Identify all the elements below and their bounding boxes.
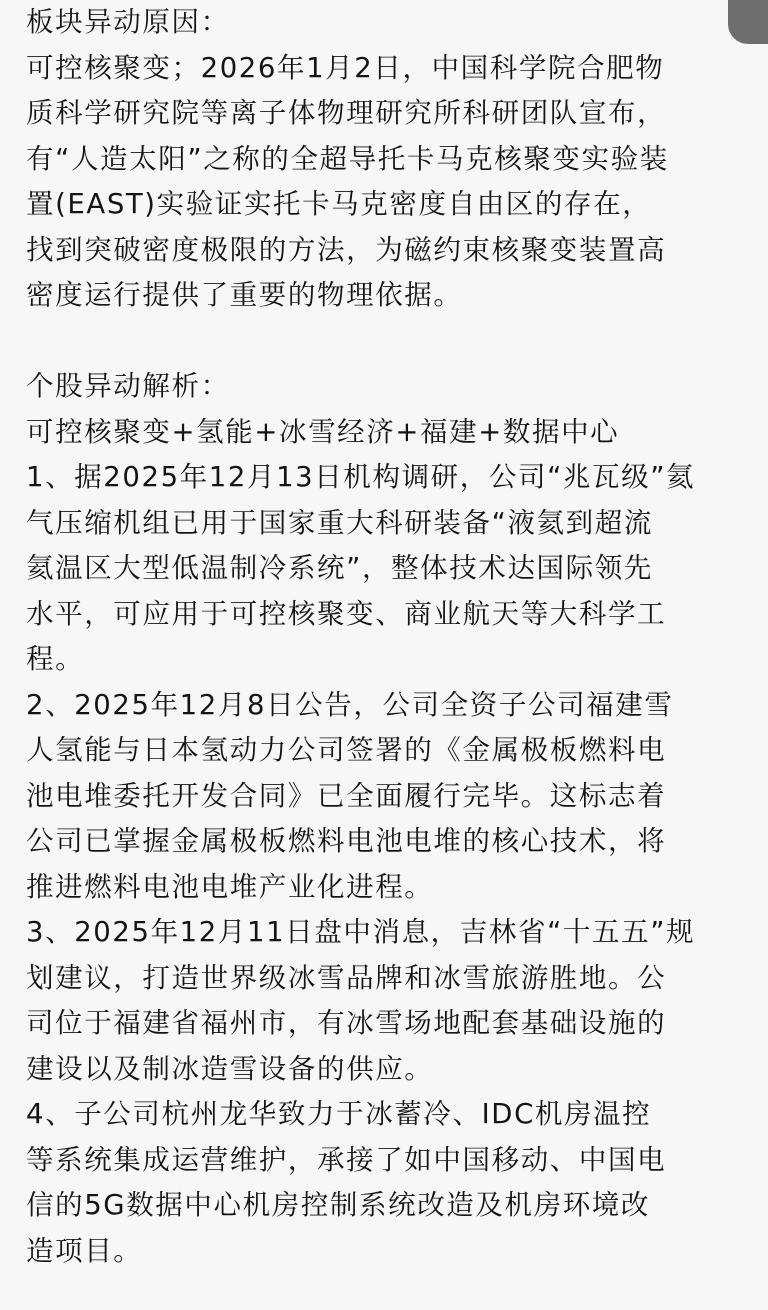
analysis-line: 4、子公司杭州龙华致力于冰蓄冷、IDC机房温控 xyxy=(26,1098,652,1130)
reason-heading: 板块异动原因： xyxy=(26,6,230,38)
analysis-line: 2、2025年12月8日公告，公司全资子公司福建雪 xyxy=(26,688,674,721)
analysis-line: 司位于福建省福州市，有冰雪场地配套基础设施的 xyxy=(26,1007,667,1039)
reason-line: 置(EAST)实验证实托卡马克密度自由区的存在， xyxy=(26,188,652,220)
analysis-item-2 xyxy=(26,683,746,911)
analysis-line: 推进燃料电池电堆产业化进程。 xyxy=(26,870,434,903)
paragraph-spacer xyxy=(26,319,746,365)
reason-line: 密度运行提供了重要的物理依据。 xyxy=(26,279,463,311)
analysis-line: 造项目。 xyxy=(26,1234,143,1267)
analysis-line: 气压缩机组已用于国家重大科研装备“液氦到超流 xyxy=(26,506,653,539)
analysis-line: 1、据2025年12月13日机构调研，公司“兆瓦级”氦 xyxy=(26,461,696,493)
analysis-line: 信的5G数据中心机房控制系统改造及机房环境改 xyxy=(26,1189,651,1221)
analysis-line: 建设以及制冰造雪设备的供应。 xyxy=(26,1052,434,1085)
analysis-item-1 xyxy=(26,455,746,683)
reason-section xyxy=(26,0,746,319)
scroll-indicator[interactable] xyxy=(728,0,768,44)
analysis-line: 划建议，打造世界级冰雪品牌和冰雪旅游胜地。公 xyxy=(26,961,667,994)
reason-line: 有“人造太阳”之称的全超导托卡马克核聚变实验装 xyxy=(26,142,669,175)
analysis-heading: 个股异动解析： xyxy=(26,370,230,402)
analysis-line: 池电堆委托开发合同》已全面履行完毕。这标志着 xyxy=(26,779,667,812)
article-body xyxy=(26,0,746,1274)
analysis-line: 等系统集成运营维护，承接了如中国移动、中国电 xyxy=(26,1143,667,1176)
analysis-line: 水平，可应用于可控核聚变、商业航天等大科学工 xyxy=(26,597,667,630)
analysis-item-4 xyxy=(26,1092,746,1274)
analysis-line: 3、2025年12月11日盘中消息，吉林省“十五五”规 xyxy=(26,916,696,948)
reason-line: 可控核聚变；2026年1月2日，中国科学院合肥物 xyxy=(26,51,665,84)
analysis-line: 人氢能与日本氢动力公司签署的《金属极板燃料电 xyxy=(26,734,667,766)
analysis-line: 氦温区大型低温制冷系统”，整体技术达国际领先 xyxy=(26,552,653,584)
analysis-line: 公司已掌握金属极板燃料电池电堆的核心技术，将 xyxy=(26,825,667,857)
analysis-section xyxy=(26,364,746,1274)
analysis-item-3 xyxy=(26,910,746,1092)
concept-tags: 可控核聚变+氢能+冰雪经济+福建+数据中心 xyxy=(26,415,620,448)
reason-line: 质科学研究院等离子体物理研究所科研团队宣布， xyxy=(26,97,667,129)
reason-line: 找到突破密度极限的方法，为磁约束核聚变装置高 xyxy=(26,233,667,266)
analysis-line: 程。 xyxy=(26,643,85,675)
